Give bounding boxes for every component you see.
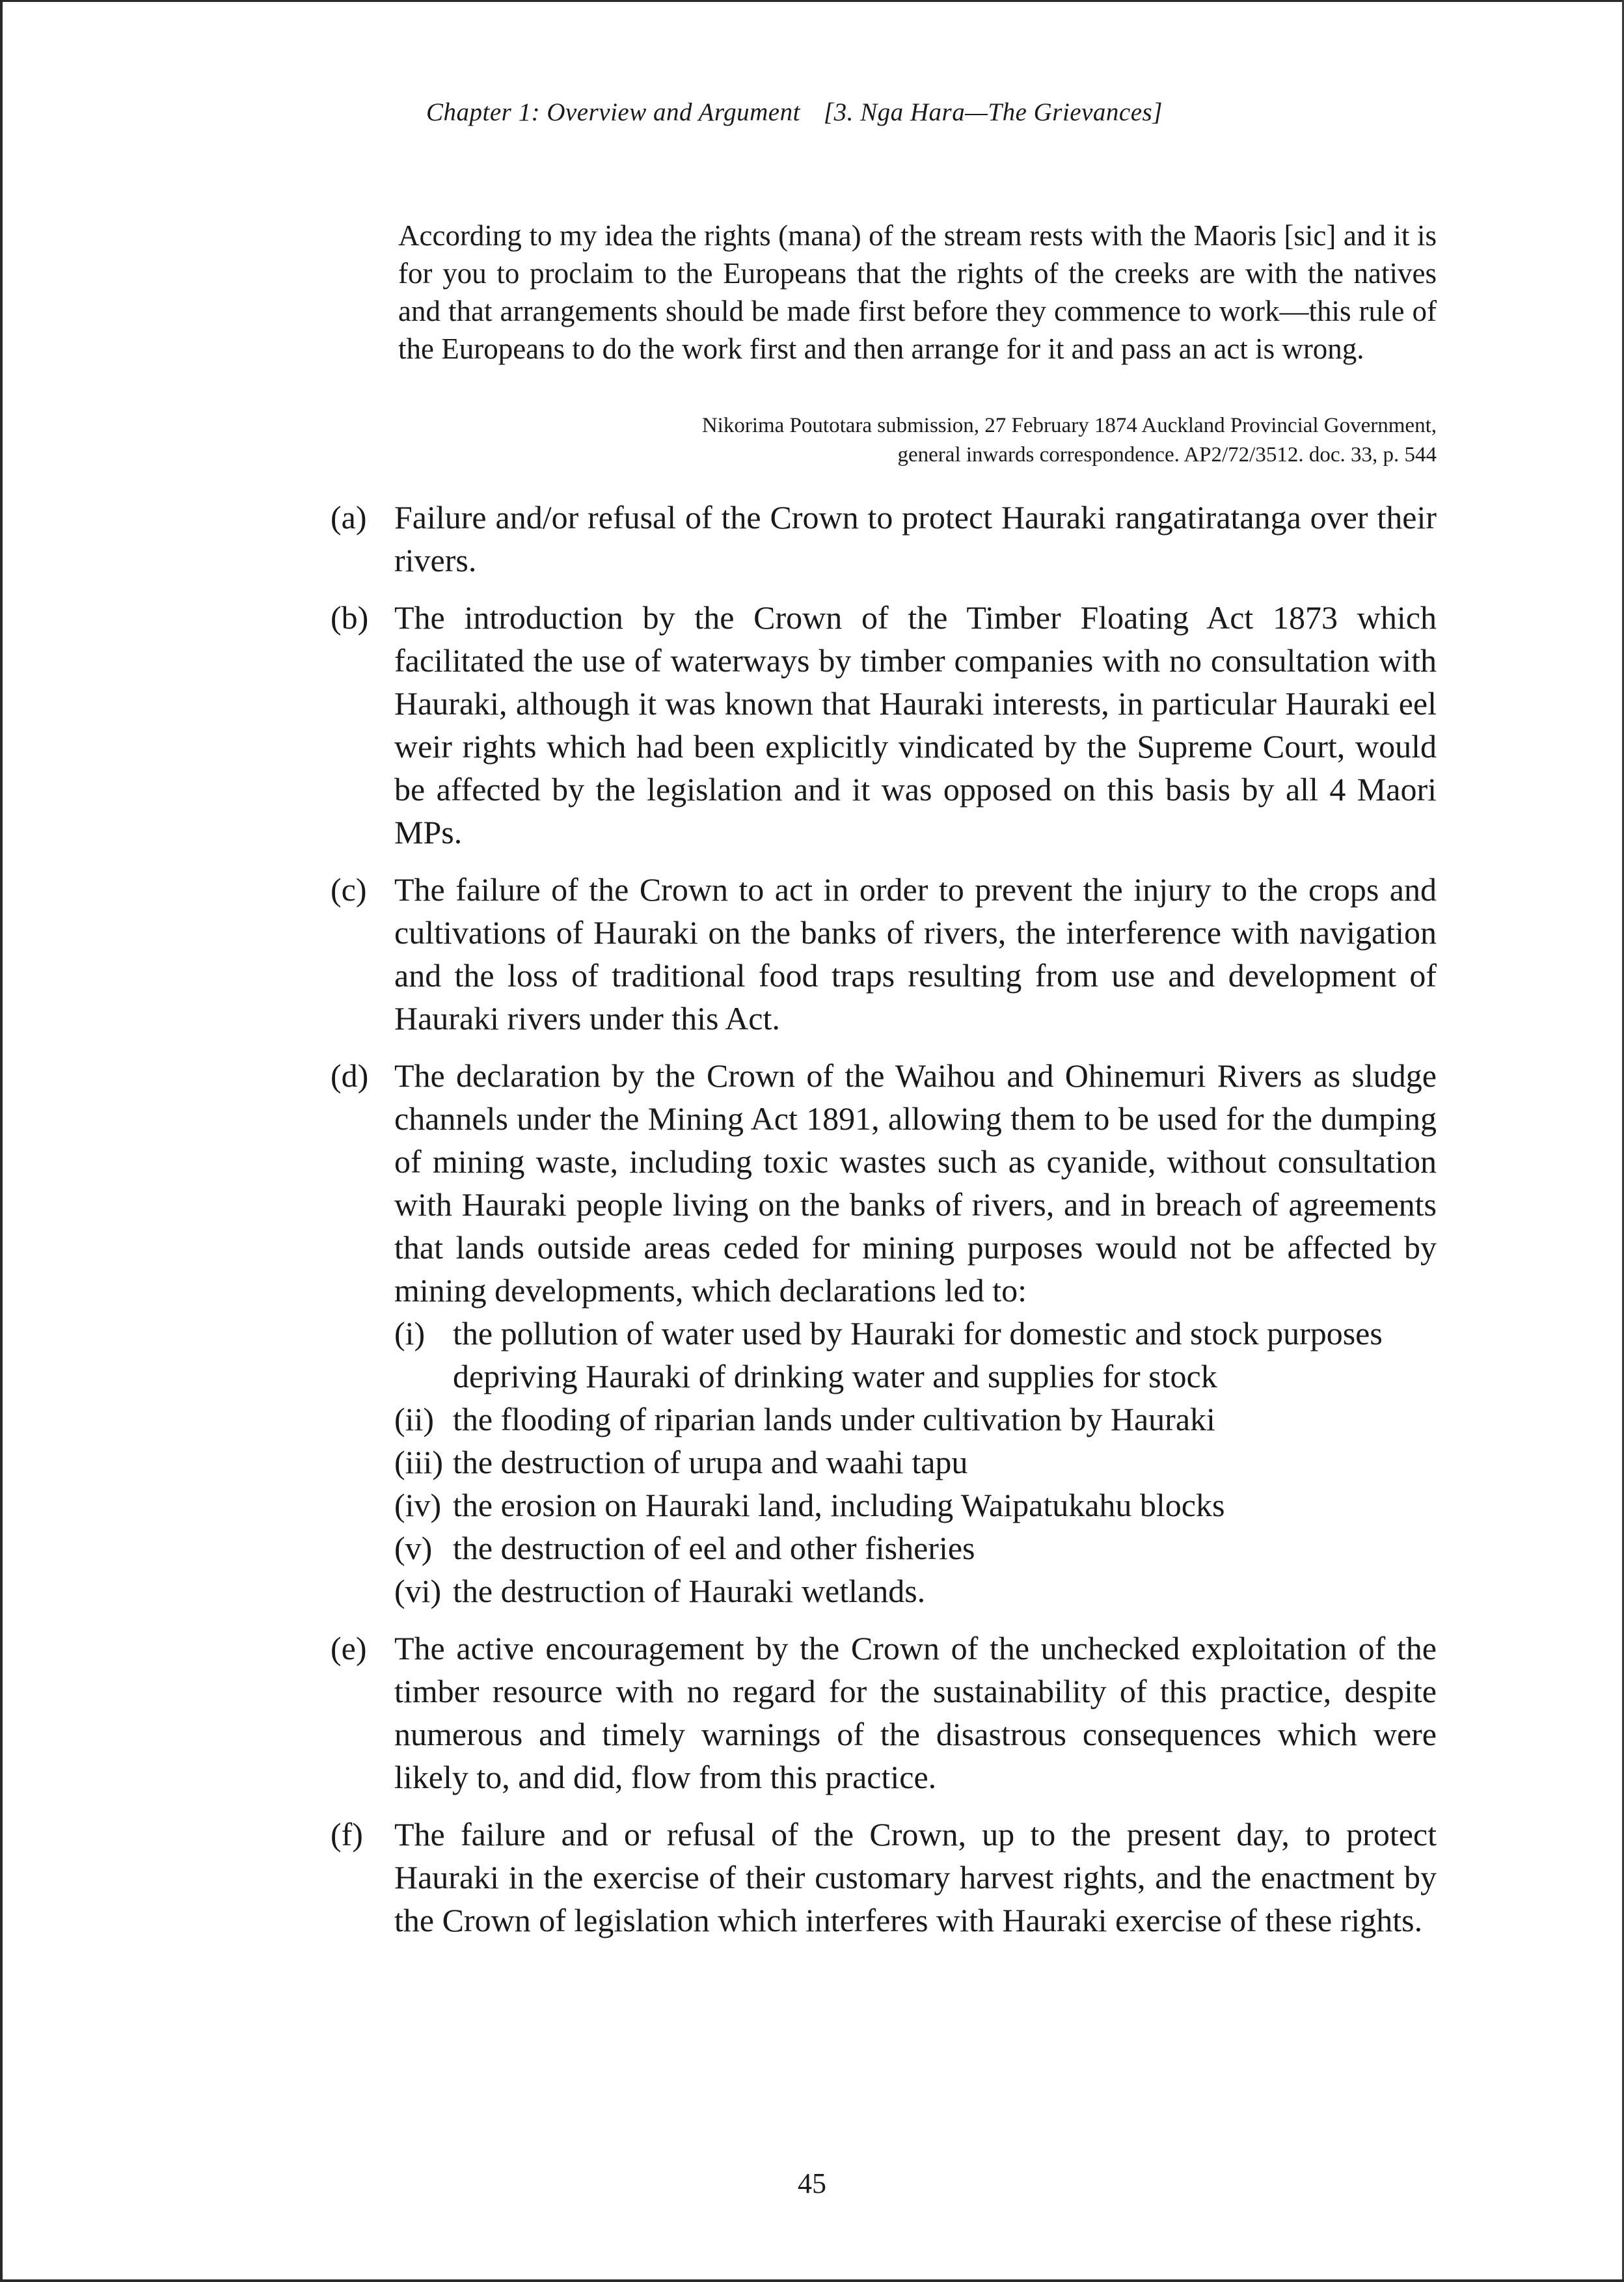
- sublist-item: [394, 1527, 1437, 1569]
- item-text: The active encouragement by the Crown of the unchecked exploitation of the timber resource with no regard for the sustainability of this practice, despite numerous and timely warnings of the disastrous consequences which were likely to, and did, flow from this practice.: [394, 1630, 1437, 1795]
- sublist-item-text: the destruction of eel and other fisheries: [453, 1530, 975, 1566]
- sublist-item-text: the flooding of riparian lands under cultivation by Hauraki: [453, 1401, 1215, 1437]
- consequence-sublist: [394, 1312, 1437, 1612]
- block-quote: According to my idea the rights (mana) of the stream rests with the Maoris [sic] and it is for you to proclaim to the Europeans that the rights of the creeks are with the natives and that arrangements should be made first before they commence to work—this rule of the Europeans to do the work first and then arrange for it and pass an act is wrong.: [398, 219, 1437, 365]
- sublist-item-label: (iv): [394, 1487, 442, 1523]
- page-number: 45: [798, 2167, 826, 2199]
- quote-citation: [526, 411, 1437, 470]
- sublist-item-label: (v): [394, 1530, 433, 1566]
- item-text: The failure of the Crown to act in order to prevent the injury to the crops and cultivations of Hauraki on the banks of rivers, the interference with navigation and the loss of traditional food traps resulting from use and development of Hauraki rivers under this Act.: [394, 871, 1437, 1037]
- item-label: (b): [331, 599, 369, 636]
- sublist-item: [394, 1569, 1437, 1612]
- grievance-item-e: [331, 1627, 1437, 1799]
- item-text: The declaration by the Crown of the Waihou and Ohinemuri Rivers as sludge channels under the Mining Act 1891, allowing them to be used for the dumping of mining waste, including toxic wastes such as cyanide, without consultation with Hauraki people living on the banks of rivers, and in breach of agreements that lands outside areas ceded for mining purposes would not be affected by mining developments, which declarations led to:: [394, 1057, 1437, 1309]
- item-label: (e): [331, 1630, 367, 1666]
- item-text: Failure and/or refusal of the Crown to protect Hauraki rangatiratanga over their rivers.: [394, 499, 1437, 578]
- sublist-item: [394, 1441, 1437, 1484]
- grievance-item-a: [331, 496, 1437, 582]
- grievance-item-f: [331, 1813, 1437, 1942]
- item-label: (c): [331, 871, 367, 908]
- sublist-item-label: (ii): [394, 1401, 435, 1437]
- item-text: The introduction by the Crown of the Timber Floating Act 1873 which facilitated the use of waterways by timber companies with no consultation with Hauraki, although it was known that Hauraki interests, in particular Hauraki eel weir rights which had been explicitly vindicated by the Supreme Court, would be affected by the legislation and it was opposed on this basis by all 4 Maori MPs.: [394, 599, 1437, 850]
- sublist-item: [394, 1484, 1437, 1527]
- sublist-item-text: the pollution of water used by Hauraki for domestic and stock purposes depriving Hauraki of drinking water and supplies for stock: [453, 1315, 1383, 1394]
- sublist-item: [394, 1398, 1437, 1441]
- grievance-item-d: [331, 1054, 1437, 1612]
- item-label: (d): [331, 1057, 369, 1094]
- sublist-item-label: (i): [394, 1315, 426, 1352]
- sublist-item-text: the destruction of urupa and waahi tapu: [453, 1444, 968, 1480]
- sublist-item-label: (vi): [394, 1573, 442, 1609]
- sublist-item: [394, 1312, 1437, 1398]
- grievance-item-c: [331, 868, 1437, 1040]
- sublist-item-label: (iii): [394, 1444, 443, 1480]
- scan-border-left: [0, 0, 3, 2282]
- item-label: (a): [331, 499, 367, 536]
- item-text: The failure and or refusal of the Crown, up to the present day, to protect Hauraki in the exercise of their customary harvest rights, and the enactment by the Crown of legislation which interferes with Hauraki exercise of these rights.: [394, 1816, 1437, 1938]
- citation-line: general inwards correspondence. AP2/72/3512. doc. 33, p. 544: [897, 443, 1437, 467]
- running-head-section: [3. Nga Hara—The Grievances]: [823, 98, 1163, 126]
- item-label: (f): [331, 1816, 363, 1853]
- sublist-item-text: the erosion on Hauraki land, including Waipatukahu blocks: [453, 1487, 1225, 1523]
- running-head: [426, 98, 1163, 127]
- grievance-item-b: [331, 596, 1437, 854]
- grievance-list: [331, 496, 1437, 1956]
- citation-line: Nikorima Poutotara submission, 27 February 1874 Auckland Provincial Government,: [701, 414, 1437, 437]
- scan-border-bottom: [0, 2279, 1624, 2282]
- sublist-item-text: the destruction of Hauraki wetlands.: [453, 1573, 926, 1609]
- running-head-chapter: Chapter 1: Overview and Argument: [426, 98, 800, 126]
- scan-border-top: [0, 0, 1624, 2]
